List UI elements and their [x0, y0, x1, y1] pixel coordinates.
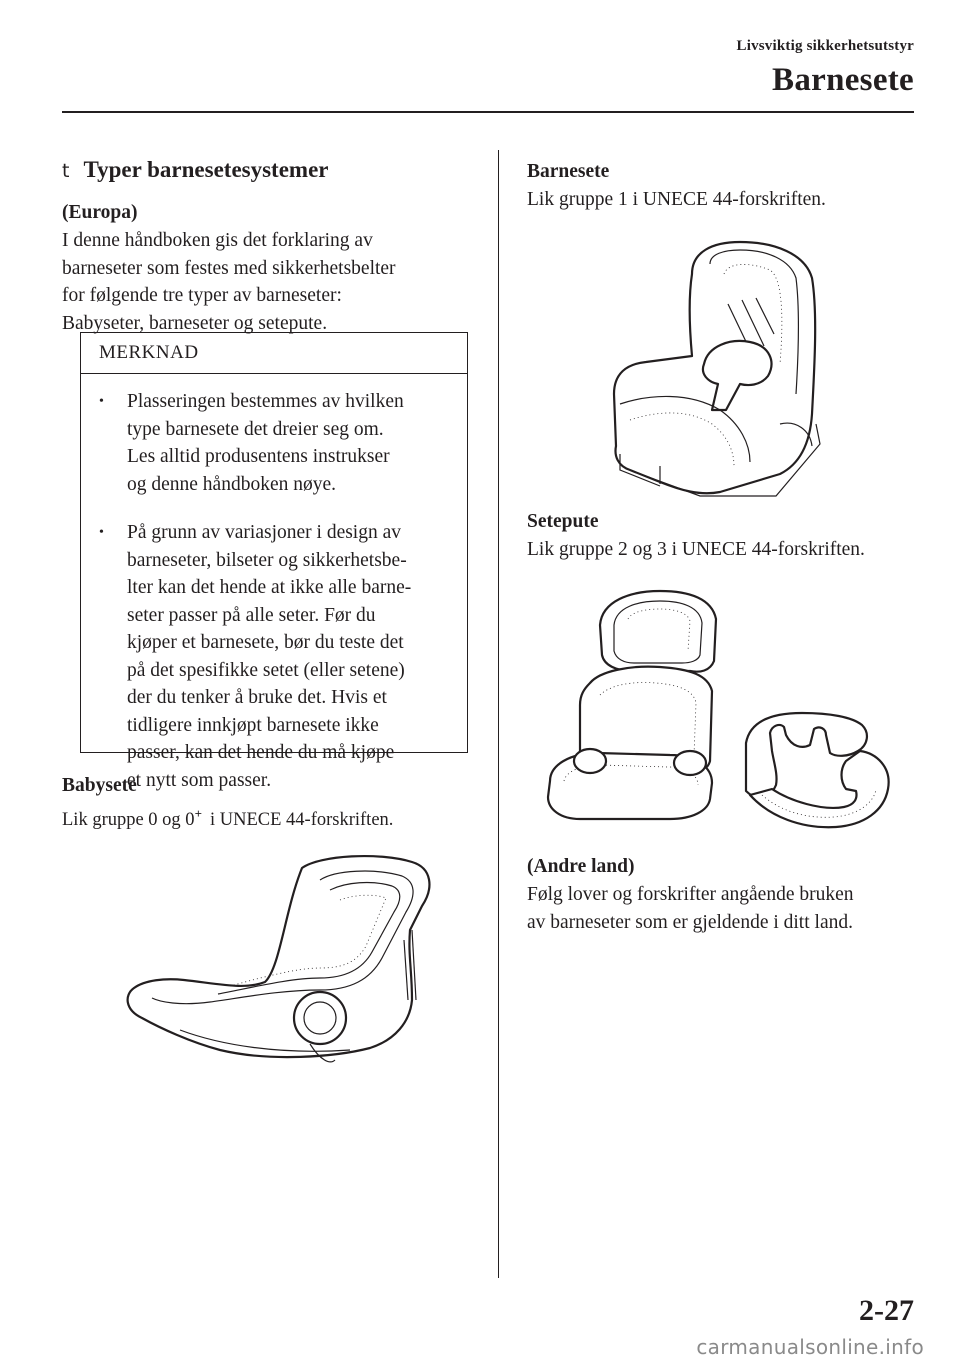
- note-line: tidligere innkjøpt barnesete ikke: [127, 714, 379, 736]
- setepute-desc: Lik gruppe 2 og 3 i UNECE 44-forskriften.: [527, 539, 865, 560]
- barnesete-title: Barnesete: [527, 161, 610, 182]
- europe-line: for følgende tre typer av barneseter:: [62, 285, 342, 307]
- section-title: Barnesete: [772, 62, 914, 98]
- note-bullet: •: [99, 394, 104, 409]
- note-line: et nytt som passer.: [127, 769, 272, 791]
- other-countries-line: av barneseter som er gjeldende i ditt land.: [527, 911, 853, 933]
- watermark: carmanualsonline.info: [696, 1335, 924, 1359]
- note-item-text: [127, 519, 462, 794]
- europe-line: I denne håndboken gis det forklaring av: [62, 230, 373, 251]
- europe-label: (Europa): [62, 202, 138, 223]
- babysete-title: Babysete: [62, 775, 137, 796]
- note-item-1: [99, 388, 459, 503]
- note-line: på det spesifikke setet (eller setene): [127, 659, 405, 681]
- note-line: og denne håndboken nøye.: [127, 473, 337, 495]
- babysete-plus: +: [194, 806, 202, 821]
- europe-line: barneseter som festes med sikkerhetsbelter: [62, 257, 396, 279]
- child-seat-illustration: [600, 234, 836, 502]
- note-line: Plasseringen bestemmes av hvilken: [127, 391, 404, 412]
- note-line: Les alltid produsentens instrukser: [127, 446, 390, 467]
- note-bullet: •: [99, 525, 104, 540]
- note-line: passer, kan det hende du må kjøpe: [127, 742, 395, 763]
- infant-carrier-illustration: [120, 850, 440, 1070]
- section-bullet: t: [62, 160, 70, 182]
- babysete-desc-end: i UNECE 44-forskriften.: [209, 810, 394, 831]
- barnesete-desc: Lik gruppe 1 i UNECE 44-forskriften.: [527, 189, 826, 210]
- note-item-text: [127, 388, 462, 498]
- other-countries-line: Følg lover og forskrifter angående bruken: [527, 884, 854, 905]
- booster-seat-illustration: [540, 585, 920, 845]
- note-line: barneseter, bilseter og sikkerhetsbe-: [127, 549, 407, 571]
- header-rule: [62, 111, 914, 113]
- note-line: seter passer på alle seter. Før du: [127, 604, 376, 626]
- note-line: kjøper et barnesete, bør du teste det: [127, 632, 404, 653]
- note-heading: MERKNAD: [99, 342, 199, 363]
- babysete-desc-start: Lik gruppe 0 og 0: [62, 810, 195, 831]
- column-divider: [498, 150, 499, 1278]
- europe-line: Babyseter, barneseter og setepute.: [62, 312, 328, 334]
- section-heading-text: Typer barnesetesystemer: [83, 157, 329, 182]
- note-line: På grunn av variasjoner i design av: [127, 522, 402, 543]
- europe-intro: [62, 227, 396, 337]
- section-heading: [62, 157, 329, 183]
- note-header: [81, 333, 467, 374]
- babysete-desc: [62, 800, 393, 835]
- note-line: lter kan det hende at ikke alle barne-: [127, 577, 412, 598]
- setepute-title: Setepute: [527, 511, 599, 532]
- other-countries-label: (Andre land): [527, 856, 635, 877]
- note-line: type barnesete det dreier seg om.: [127, 418, 384, 440]
- other-countries-text: [527, 881, 854, 936]
- running-head: Livsviktig sikkerhetsutstyr: [736, 38, 914, 54]
- note-item-2: [99, 519, 459, 791]
- note-line: der du tenker å bruke det. Hvis et: [127, 687, 387, 708]
- page-number: 2-27: [859, 1294, 914, 1327]
